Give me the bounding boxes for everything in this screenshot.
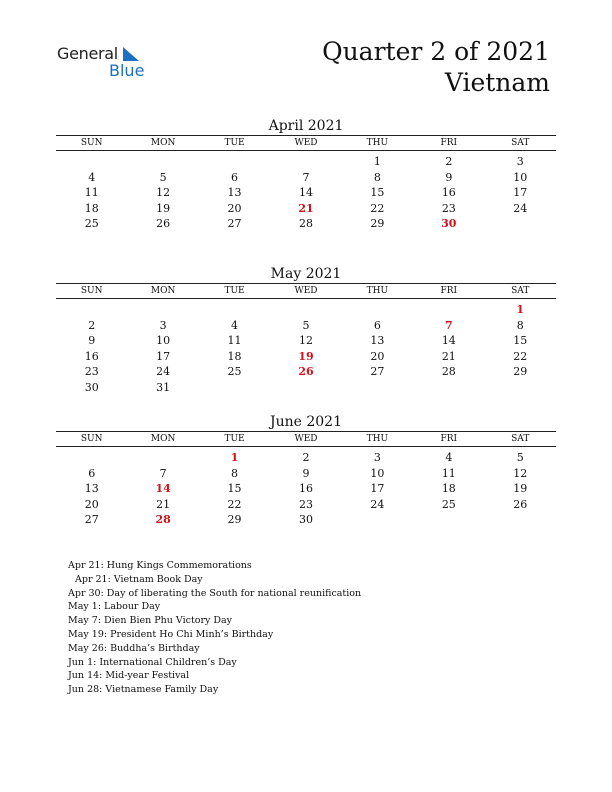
empty-day-cell [127,154,198,170]
week-row [56,481,556,497]
empty-day-cell [56,302,127,318]
week-row [56,216,556,232]
day-cell: 13 [227,186,242,199]
weekday-label: MON [150,138,176,148]
day-cell: 29 [227,513,242,526]
day-cell: 25 [441,497,456,511]
day-cell: 1 [373,155,381,168]
weekday-label: SAT [511,434,530,444]
day-cell: 25 [84,217,99,230]
weekday-label: FRI [440,434,458,444]
month-name: June 2021 [269,414,342,430]
empty-day-cell [127,450,198,466]
holiday-note: May 7: Dien Bien Phu Victory Day [68,615,233,627]
day-cell: 17 [513,186,528,199]
week-row [56,497,556,513]
weekday-label: MON [150,286,176,296]
weekday-header [56,431,556,447]
day-cell: 15 [513,334,528,347]
holiday-note: Apr 21: Vietnam Book Day [75,573,203,585]
logo-text-general: General [57,44,118,63]
holiday-day-cell: 14 [155,482,171,495]
empty-day-cell [413,512,484,528]
holiday-note: Jun 14: Mid-year Festival [68,670,190,682]
day-cell: 21 [156,497,171,511]
empty-day-cell [270,154,341,170]
weekday-label: THU [366,434,389,444]
day-cell: 10 [370,466,385,480]
day-cell: 4 [231,318,239,332]
empty-day-cell [413,302,484,318]
weekday-label: SUN [80,286,103,296]
day-cell: 8 [373,170,381,184]
day-cell: 27 [84,513,99,526]
week-row [56,333,556,349]
day-cell: 11 [84,186,99,199]
holiday-note: Jun 28: Vietnamese Family Day [68,684,219,696]
empty-day-cell [56,154,127,170]
day-cell: 21 [441,349,456,363]
day-cell: 3 [159,318,167,332]
day-cell: 23 [441,201,456,215]
empty-day-cell [342,512,413,528]
day-cell: 5 [159,170,167,184]
day-cell: 20 [370,349,385,363]
day-cell: 3 [373,451,381,464]
logo-triangle-icon [123,47,139,61]
empty-day-cell [270,380,341,396]
week-row [56,364,556,380]
weekday-label: SUN [80,434,103,444]
holiday-note: May 26: Buddha’s Birthday [68,642,200,654]
week-row [56,170,556,186]
holiday-day-cell: 1 [516,303,525,316]
day-cell: 4 [445,451,453,464]
week-row [56,512,556,528]
day-cell: 20 [84,497,99,511]
empty-day-cell [199,154,270,170]
weekday-header [56,135,556,151]
weekday-label: SAT [511,286,530,296]
day-cell: 9 [88,334,96,347]
day-cell: 6 [231,170,239,184]
day-cell: 14 [298,186,313,199]
day-cell: 16 [298,482,313,495]
holiday-note: May 19: President Ho Chi Minh’s Birthday [68,628,274,640]
week-row [56,154,556,170]
day-cell: 19 [513,482,528,495]
weekday-label: WED [294,286,318,296]
day-cell: 24 [156,365,171,378]
weekday-label: SUN [80,138,103,148]
title-country: Vietnam [444,68,550,97]
empty-day-cell [199,380,270,396]
weekday-label: WED [294,434,318,444]
day-cell: 22 [370,201,385,215]
month-name: April 2021 [268,118,344,134]
empty-day-cell [56,450,127,466]
day-cell: 18 [227,349,242,363]
day-cell: 29 [513,365,528,378]
day-cell: 13 [370,334,385,347]
day-cell: 22 [513,349,528,363]
week-row [56,318,556,334]
logo-text-blue: Blue [109,61,145,80]
day-cell: 11 [441,466,456,480]
week-row [56,185,556,201]
day-cell: 6 [88,466,96,480]
month-june [56,413,556,528]
day-cell: 14 [441,334,456,347]
day-cell: 17 [370,482,385,495]
holiday-day-cell: 30 [441,217,457,230]
day-cell: 12 [298,334,313,347]
month-april [56,117,556,232]
day-cell: 16 [84,349,99,363]
day-cell: 18 [441,482,456,495]
weekday-label: SAT [511,138,530,148]
day-cell: 28 [298,217,313,230]
day-cell: 12 [156,186,171,199]
title-quarter: Quarter 2 of 2021 [322,37,550,66]
day-cell: 7 [302,170,310,184]
empty-day-cell [485,512,556,528]
day-cell: 4 [88,170,96,184]
week-row [56,201,556,217]
day-cell: 24 [370,497,385,511]
holiday-day-cell: 21 [298,201,314,215]
day-cell: 5 [302,318,310,332]
weekday-label: THU [366,286,389,296]
day-cell: 26 [156,217,171,230]
day-cell: 17 [156,349,171,363]
weekday-label: WED [294,138,318,148]
week-row [56,302,556,318]
day-cell: 30 [84,380,99,394]
month-may [56,265,556,395]
holiday-day-cell: 28 [155,513,171,526]
day-cell: 9 [302,466,310,480]
day-cell: 29 [370,217,385,230]
day-cell: 10 [156,334,171,347]
empty-day-cell [127,302,198,318]
day-cell: 23 [298,497,313,511]
day-cell: 2 [445,155,453,168]
holiday-list [68,559,361,697]
day-cell: 3 [516,155,524,168]
day-cell: 11 [227,334,242,347]
weekday-label: TUE [224,434,245,444]
weekday-label: TUE [224,138,245,148]
holiday-day-cell: 7 [444,318,453,332]
holiday-note: Jun 1: International Children’s Day [68,656,237,668]
day-cell: 27 [370,365,385,378]
day-cell: 28 [441,365,456,378]
weekday-label: MON [150,434,176,444]
day-cell: 10 [513,170,528,184]
holiday-note: Apr 21: Hung Kings Commemorations [68,560,252,571]
weekday-label: TUE [224,286,245,296]
day-cell: 18 [84,201,99,215]
day-cell: 19 [156,201,171,215]
day-cell: 25 [227,365,242,378]
weekday-header [56,283,556,299]
day-cell: 24 [513,201,528,215]
day-cell: 15 [370,186,385,199]
day-cell: 15 [227,482,242,495]
empty-day-cell [342,302,413,318]
day-cell: 27 [227,217,242,230]
day-cell: 2 [302,451,310,464]
day-cell: 13 [84,482,99,495]
holiday-day-cell: 1 [230,451,239,464]
week-row [56,450,556,466]
day-cell: 26 [513,497,528,511]
empty-day-cell [485,380,556,396]
day-cell: 5 [516,451,524,464]
empty-day-cell [199,302,270,318]
day-cell: 12 [513,466,528,480]
empty-day-cell [342,380,413,396]
page-title [322,36,550,98]
empty-day-cell [270,302,341,318]
day-cell: 16 [441,186,456,199]
day-cell: 6 [373,318,381,332]
day-cell: 31 [156,380,171,394]
empty-day-cell [413,380,484,396]
day-cell: 8 [231,466,239,480]
weekday-label: THU [366,138,389,148]
day-cell: 22 [227,497,242,511]
day-cell: 23 [84,365,99,378]
holiday-day-cell: 19 [298,349,314,363]
holiday-note: May 1: Labour Day [68,601,161,613]
generalblue-logo [57,44,157,82]
week-row [56,466,556,482]
day-cell: 20 [227,201,242,215]
day-cell: 2 [88,318,96,332]
weekday-label: FRI [440,286,458,296]
week-row [56,349,556,365]
empty-day-cell [485,216,556,232]
holiday-note: Apr 30: Day of liberating the South for national reunification [68,587,362,599]
day-cell: 9 [445,170,453,184]
day-cell: 30 [298,513,313,526]
weekday-label: FRI [440,138,458,148]
holiday-day-cell: 26 [298,365,314,378]
week-row [56,380,556,396]
day-cell: 7 [159,466,167,480]
day-cell: 8 [516,318,524,332]
month-name: May 2021 [270,266,342,282]
